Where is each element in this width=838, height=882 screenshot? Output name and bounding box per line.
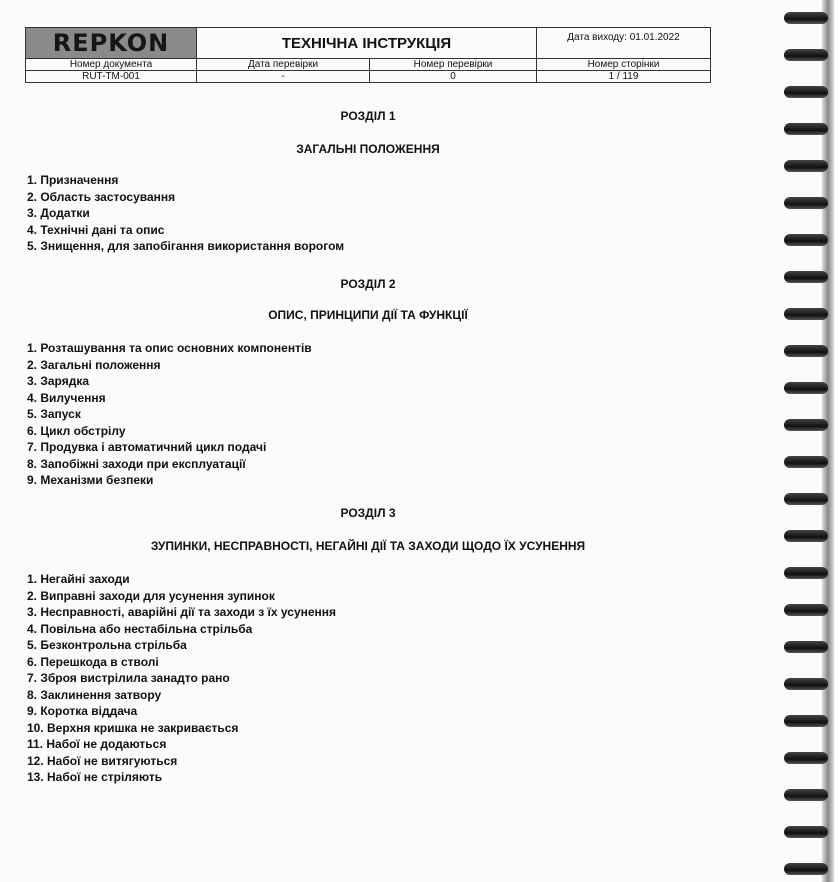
toc-item: 5. Знищення, для запобігання використання ворогом (27, 239, 345, 253)
section-1-title: ЗАГАЛЬНІ ПОЛОЖЕННЯ (296, 142, 440, 156)
toc-item: 8. Запобіжні заходи при експлуатації (27, 456, 246, 471)
toc-item: 9. Механізми безпеки (27, 473, 154, 487)
spiral-ring (784, 752, 828, 764)
section-3-label: РОЗДІЛ 3 (340, 506, 396, 520)
toc-item: 4. Повільна або нестабільна стрільба (27, 621, 253, 636)
toc-item: 4. Вилучення (27, 390, 106, 405)
toc-item: 10. Верхня кришка не закривається (27, 720, 239, 735)
col-page-number: Номер сторінки (537, 59, 711, 71)
section-3-title: ЗУПИНКИ, НЕСПРАВНОСТІ, НЕГАЙНІ ДІЇ ТА ЗАХОДИ ЩОДО ЇХ УСУНЕННЯ (150, 539, 586, 553)
spiral-ring (784, 197, 828, 209)
document-header-table (25, 27, 711, 83)
spiral-ring (784, 715, 828, 727)
spiral-ring (784, 456, 828, 468)
toc-item: 3. Зарядка (27, 374, 90, 388)
spiral-ring (784, 86, 828, 98)
spiral-ring (784, 789, 828, 801)
spiral-ring (784, 493, 828, 505)
spiral-ring (784, 382, 828, 394)
toc-item: 7. Продувка і автоматичний цикл подачі (27, 440, 267, 454)
spiral-ring (784, 826, 828, 838)
toc-item: 5. Запуск (27, 407, 81, 421)
spiral-ring (784, 863, 828, 875)
doc-number: RUT-TM-001 (26, 71, 197, 83)
spiral-ring (784, 234, 828, 246)
toc-item: 5. Безконтрольна стрільба (27, 638, 187, 652)
spiral-ring (784, 530, 828, 542)
release-date: Дата виходу: 01.01.2022 (537, 28, 711, 59)
toc-item: 11. Набої не додаються (27, 737, 167, 751)
toc-item: 8. Заклинення затвору (27, 687, 162, 702)
toc-item: 3. Додатки (27, 206, 90, 220)
spiral-ring (784, 12, 828, 24)
toc-item: 12. Набої не витягуються (27, 753, 178, 768)
toc-item: 1. Негайні заходи (27, 572, 130, 586)
section-1-label: РОЗДІЛ 1 (340, 109, 396, 123)
toc-item: 6. Перешкода в стволі (27, 654, 159, 669)
check-number: 0 (370, 71, 537, 83)
toc-item: 3. Несправності, аварійні дії та заходи з їх усунення (27, 605, 337, 619)
col-check-number: Номер перевірки (370, 59, 537, 71)
spiral-ring (784, 308, 828, 320)
repkon-logo (26, 28, 197, 59)
check-date: - (197, 71, 370, 83)
toc-item: 2. Загальні положення (27, 357, 161, 372)
toc-item: 2. Виправні заходи для усунення зупинок (27, 588, 275, 603)
spiral-ring (784, 123, 828, 135)
section-2-title: ОПИС, ПРИНЦИПИ ДІЇ ТА ФУНКЦІЇ (268, 308, 468, 322)
spiral-ring (784, 604, 828, 616)
toc-item: 2. Область застосування (27, 189, 176, 204)
logo-text: REPKON (52, 29, 170, 57)
spiral-ring (784, 641, 828, 653)
spiral-ring (784, 678, 828, 690)
toc-item: 6. Цикл обстрілу (27, 423, 126, 438)
spiral-ring (784, 345, 828, 357)
section-2-list (27, 340, 312, 489)
spiral-ring (784, 160, 828, 172)
section-3-list (27, 571, 336, 786)
col-check-date: Дата перевірки (197, 59, 370, 71)
section-1-list (27, 172, 344, 255)
spiral-ring (784, 49, 828, 61)
spiral-binding (778, 0, 838, 882)
toc-item: 1. Розташування та опис основних компонентів (27, 341, 312, 355)
spiral-ring (784, 419, 828, 431)
section-2-label: РОЗДІЛ 2 (340, 277, 396, 291)
page-number: 1 / 119 (537, 71, 711, 83)
document-title: ТЕХНІЧНА ІНСТРУКЦІЯ (197, 28, 537, 59)
toc-item: 13. Набої не стріляють (27, 770, 163, 784)
spiral-ring (784, 271, 828, 283)
toc-item: 7. Зброя вистрілила занадто рано (27, 671, 230, 685)
toc-item: 1. Призначення (27, 173, 119, 187)
toc-item: 9. Коротка віддача (27, 704, 138, 718)
col-doc-number: Номер документа (26, 59, 197, 71)
spiral-ring (784, 567, 828, 579)
toc-item: 4. Технічні дані та опис (27, 222, 165, 237)
